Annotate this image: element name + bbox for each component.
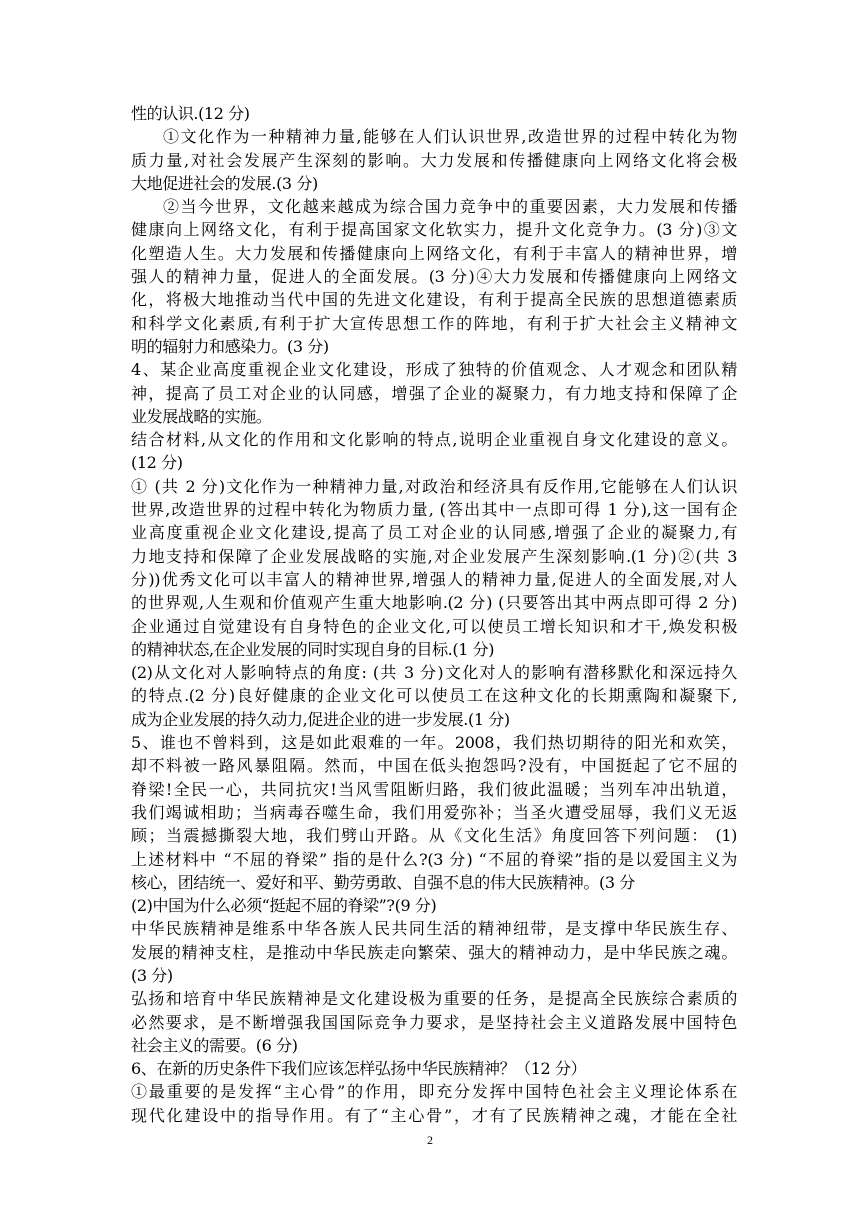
question-heading: 6、在新的历史条件下我们应该怎样弘扬中华民族精神？（12 分）	[131, 1059, 587, 1079]
text-line: 现代化建设中的指导作用。有了“主心骨”，才有了民族精神之魂，才能在全社	[131, 1105, 737, 1125]
text-line: (2)从文化对人影响特点的角度: (共 3 分)文化对人的影响有潜移默化和深远持久	[131, 663, 737, 683]
text-line: 化，将极大地推动当代中国的先进文化建设，有利于提高全民族的思想道德素质	[131, 290, 737, 310]
text-line: 发展的精神支柱，是推动中华民族走向繁荣、强大的精神动力，是中华民族之魂。	[131, 942, 737, 962]
text-line: 质力量,对社会发展产生深刻的影响。大力发展和传播健康向上网络文化将会极	[131, 150, 737, 170]
question-heading: 5、谁也不曾料到，这是如此艰难的一年。2008，我们热切期待的阳光和欢笑，	[131, 733, 737, 753]
text-line: 却不料被一路风暴阻隔。然而，中国在低头抱怨吗?没有，中国挺起了它不屈的	[131, 756, 737, 776]
text-line: (2)中国为什么必须“挺起不屈的脊梁”?(9 分)	[131, 896, 437, 916]
text-line: 业高度重视企业文化建设,提高了员工对企业的认同感,增强了企业的凝聚力,有	[131, 523, 737, 543]
text-line: 核心，团结统一、爱好和平、勤劳勇敢、自强不息的伟大民族精神。(3 分	[131, 872, 635, 892]
text-line: 世界,改造世界的过程中转化为物质力量, (答出其中一点即可得 1 分),这一国有企	[131, 500, 737, 520]
text-line: (3 分)	[131, 965, 173, 985]
text-line: 我们竭诚相助；当病毒吞噬生命，我们用爱弥补；当圣火遭受屈辱，我们义无返	[131, 802, 737, 822]
text-line: ②当今世界，文化越来越成为综合国力竞争中的重要因素，大力发展和传播	[163, 197, 737, 217]
text-line: ① (共 2 分)文化作为一种精神力量,对政治和经济具有反作用,它能够在人们认识	[131, 476, 737, 496]
text-line: 的特点.(2 分)良好健康的企业文化可以使员工在这种文化的长期熏陶和凝聚下,	[131, 686, 737, 706]
text-line: 和科学文化素质,有利于扩大宣传思想工作的阵地，有利于扩大社会主义精神文	[131, 313, 737, 333]
text-line: 中华民族精神是维系中华各族人民共同生活的精神纽带，是支撑中华民族生存、	[131, 919, 737, 939]
text-line: ①文化作为一种精神力量,能够在人们认识世界,改造世界的过程中转化为物	[163, 127, 737, 147]
text-line: 结合材料,从文化的作用和文化影响的特点,说明企业重视自身文化建设的意义。	[131, 430, 737, 450]
text-line: ①最重要的是发挥“主心骨”的作用，即充分发挥中国特色社会主义理论体系在	[131, 1082, 737, 1102]
text-line: 企业通过自觉建设有自身特色的企业文化,可以使员工增长知识和才干,焕发积极	[131, 616, 737, 636]
text-line: 大地促进社会的发展.(3 分)	[131, 173, 318, 193]
text-line: 上述材料中 “不屈的脊梁” 指的是什么?(3 分) “不屈的脊梁”指的是以爱国主义为	[131, 849, 737, 869]
text-line: 的世界观,人生观和价值观产生重大地影响.(2 分) (只要答出其中两点即可得 2 分)	[131, 593, 737, 613]
text-line: 健康向上网络文化，有利于提高国家文化软实力，提升文化竞争力。(3 分)③文	[131, 220, 737, 240]
question-heading: 4、某企业高度重视企业文化建设，形成了独特的价值观念、人才观念和团队精	[131, 360, 737, 380]
text-line: 性的认识.(12 分)	[131, 104, 250, 123]
text-line: 顾；当震撼撕裂大地，我们劈山开路。从《文化生活》角度回答下列问题： (1)	[131, 826, 737, 846]
text-line: 明的辐射力和感染力。(3 分)	[131, 336, 329, 356]
text-line: (12 分)	[131, 453, 183, 473]
text-line: 力地支持和保障了企业发展战略的实施,对企业发展产生深刻影响.(1 分)②(共 3	[131, 546, 737, 566]
text-line: 社会主义的需要。(6 分)	[131, 1035, 298, 1055]
text-line: 成为企业发展的持久动力,促进企业的进一步发展.(1 分)	[131, 709, 510, 729]
text-line: 强人的精神力量，促进人的全面发展。(3 分)④大力发展和传播健康向上网络文	[131, 267, 737, 287]
page-number: 2	[427, 1133, 433, 1147]
text-line: 分))优秀文化可以丰富人的精神世界,增强人的精神力量,促进人的全面发展,对人	[131, 569, 737, 589]
document-body	[131, 102, 737, 1127]
text-line: 的精神状态,在企业发展的同时实现自身的目标.(1 分)	[131, 639, 495, 659]
text-line: 弘扬和培育中华民族精神是文化建设极为重要的任务，是提高全民族综合素质的	[131, 989, 737, 1009]
text-line: 必然要求，是不断增强我国国际竞争力要求，是坚持社会主义道路发展中国特色	[131, 1012, 737, 1032]
text-line: 化塑造人生。大力发展和传播健康向上网络文化，有利于丰富人的精神世界，增	[131, 243, 737, 263]
text-line: 业发展战略的实施。	[131, 406, 272, 426]
text-line: 脊梁!全民一心，共同抗灾!当风雪阻断归路，我们彼此温暖；当列车冲出轨道，	[131, 779, 737, 799]
text-line: 神，提高了员工对企业的认同感，增强了企业的凝聚力，有力地支持和保障了企	[131, 383, 737, 403]
